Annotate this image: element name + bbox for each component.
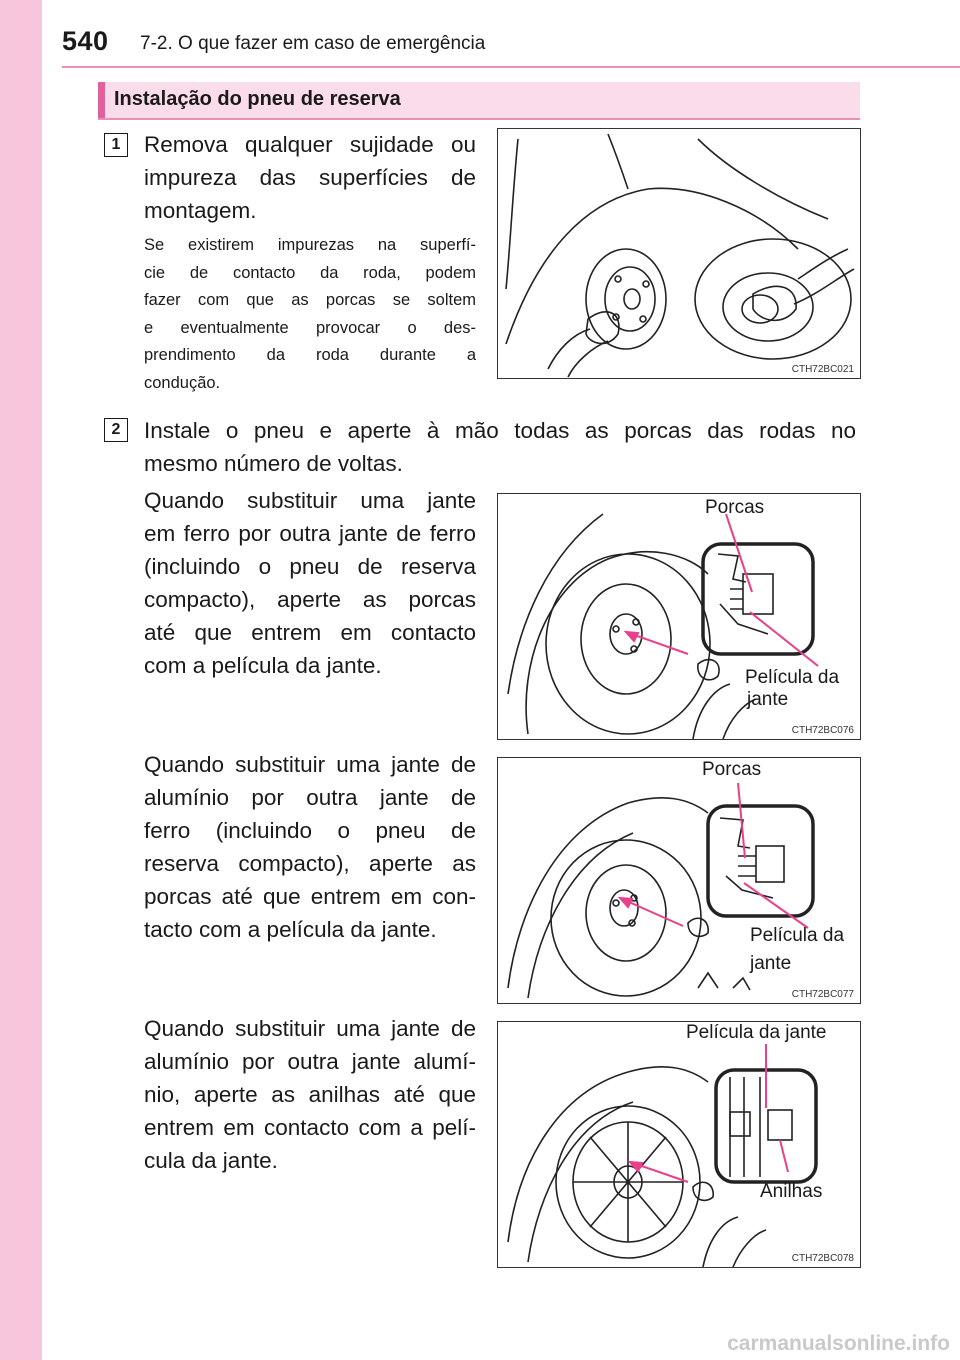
section-accent-bar xyxy=(98,82,105,118)
tire xyxy=(551,840,701,996)
figure-steel-nuts xyxy=(497,493,861,740)
text-line: reserva compacto), aperte as xyxy=(144,851,476,876)
label-film-line-1: Película da xyxy=(750,925,845,946)
note-line: condução. xyxy=(144,373,221,392)
figure-alloy-washers xyxy=(497,1021,861,1268)
step-1-note xyxy=(144,232,476,397)
label-film-line-1: Película da xyxy=(745,667,840,688)
figure-code: CTH72BC076 xyxy=(791,725,854,736)
alloy-washers-illustration xyxy=(498,1022,860,1267)
fender-arch xyxy=(526,552,708,734)
text-line: nio, aperte as anilhas até que xyxy=(144,1082,476,1107)
label-nuts: Porcas xyxy=(702,759,762,780)
step-number-1: 1 xyxy=(104,133,128,157)
text-line: alumínio por outra jante de xyxy=(144,785,476,810)
tire xyxy=(546,554,710,734)
text-line: tacto com a película da jante. xyxy=(144,917,437,942)
fender-arch xyxy=(508,798,708,988)
cloth-right xyxy=(753,286,796,320)
text-line: montagem. xyxy=(144,198,257,223)
side-color-band xyxy=(0,0,42,1360)
text-line: com a película da jante. xyxy=(144,653,382,678)
brake-drum xyxy=(586,249,666,349)
text-line: impureza das superfícies de xyxy=(144,165,476,190)
watermark: carmanualsonline.info xyxy=(727,1332,950,1355)
step-1-text xyxy=(144,128,476,227)
steel-nuts-illustration xyxy=(498,494,860,739)
text-line: Remova qualquer sujidade ou xyxy=(144,132,476,157)
alloy-to-steel-illustration xyxy=(498,758,860,1003)
text-line: porcas até que entrem em con- xyxy=(144,884,476,909)
fender-arch xyxy=(506,188,798,344)
pink-arrows xyxy=(626,514,818,666)
detail-inset xyxy=(703,544,813,654)
section-title: Instalação do pneu de reserva xyxy=(114,88,401,110)
text-line: mesmo número de voltas. xyxy=(144,451,403,476)
section-header xyxy=(98,82,860,120)
label-film: Película da jante xyxy=(686,1022,827,1043)
nut-in-hand xyxy=(693,1182,713,1200)
text-line: entrem em contacto com a pelí- xyxy=(144,1115,476,1140)
page-number: 540 xyxy=(62,26,109,56)
label-washers: Anilhas xyxy=(760,1181,823,1202)
note-line: fazer com que as porcas se soltem xyxy=(144,291,476,309)
nut-in-hand xyxy=(688,918,708,936)
case-steel-to-steel xyxy=(144,484,476,682)
text-line: Quando substituir uma jante xyxy=(144,488,476,513)
detail-inset xyxy=(708,806,813,916)
label-film-line-2: jante xyxy=(750,953,792,974)
figure-alloy-to-steel-nuts xyxy=(497,757,861,1004)
figure-clean-surfaces xyxy=(497,128,861,379)
header-rule xyxy=(62,66,960,68)
text-line: (incluindo o pneu de reserva xyxy=(144,554,476,579)
note-line: e eventualmente provocar o des- xyxy=(144,318,476,337)
text-line: compacto), aperte as porcas xyxy=(144,587,476,612)
note-line: prendimento da roda durante a xyxy=(144,346,476,364)
figure-code: CTH72BC078 xyxy=(791,1253,854,1264)
note-line: Se existirem impurezas na superfí- xyxy=(144,236,476,254)
note-line: cie de contacto da roda, podem xyxy=(144,263,476,282)
clean-surfaces-illustration xyxy=(498,129,860,378)
label-film-line-2: jante xyxy=(747,689,789,710)
text-line: alumínio por outra jante alumí- xyxy=(144,1049,476,1074)
text-line: Instale o pneu e aperte à mão todas as porcas das rodas no xyxy=(144,418,856,443)
step-number-2: 2 xyxy=(104,418,128,442)
case-alloy-to-steel xyxy=(144,748,476,946)
pink-arrows xyxy=(630,1044,788,1182)
text-line: Quando substituir uma jante de xyxy=(144,1016,476,1041)
text-line: Quando substituir uma jante de xyxy=(144,752,476,777)
text-line: cula da jante. xyxy=(144,1148,278,1173)
case-alloy-to-alloy xyxy=(144,1012,476,1177)
text-line: em ferro por outra jante de ferro xyxy=(144,521,476,546)
step-2-text xyxy=(144,414,856,480)
text-line: ferro (incluindo o pneu de xyxy=(144,818,476,843)
label-nuts: Porcas xyxy=(705,497,765,518)
figure-code: CTH72BC021 xyxy=(791,364,854,375)
text-line: até que entrem em contacto xyxy=(144,620,476,645)
figure-code: CTH72BC077 xyxy=(791,989,854,1000)
chapter-title: 7-2. O que fazer em caso de emergência xyxy=(140,33,486,54)
